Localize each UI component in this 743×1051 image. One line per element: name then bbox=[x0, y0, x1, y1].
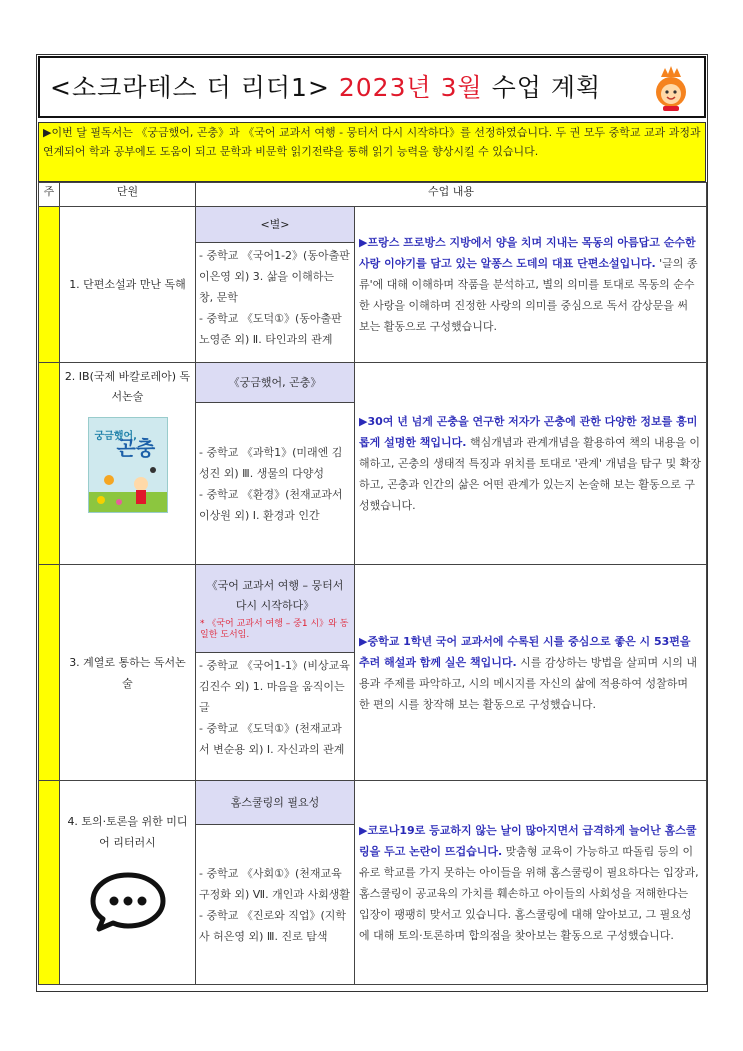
curriculum-cell bbox=[196, 653, 355, 781]
cover-big-title: 곤충 bbox=[116, 436, 156, 460]
content-body: 시를 감상하는 방법을 살피며 시의 내용과 주제를 파악하고, 시의 메시지를 자신의 삶에 적용하여 성찰하며 한 편의 시를 창작해 보는 활동으로 구성했습니다. bbox=[359, 655, 698, 711]
content-lead: ▶프랑스 프로방스 지방에서 양을 치며 지내는 목동의 아름답고 순수한 사랑 이야기를 담고 있는 알퐁스 도데의 대표 단편소설입니다. bbox=[359, 236, 696, 270]
curriculum-text: - 중학교 《사회①》(천재교육 구정화 외) Ⅶ. 개인과 사회생활 - 중학교 《진로와 직업》(지학사 허은영 외) Ⅲ. 진로 탐색 bbox=[199, 866, 350, 943]
table-row bbox=[39, 207, 707, 243]
curriculum-cell bbox=[196, 243, 355, 363]
content-body: 핵심개념과 관계개념을 활용하여 책의 내용을 이해하고, 곤충의 생태적 특징과 위치를 토대로 '관계' 개념을 탐구 및 확장하고, 곤충과 인간의 삶은 어떤 관계가 있는지 논술해 보는 활동으로 구성했습니다. bbox=[359, 436, 702, 512]
book-title-cell bbox=[196, 565, 355, 653]
content-cell bbox=[355, 363, 707, 565]
book-title: <별> bbox=[196, 207, 355, 243]
curriculum-text: - 중학교 《국어1-1》(비상교육 김진수 외) 1. 마음을 움직이는 글 - 중학교 《도덕①》(천재교과서 변순용 외) Ⅰ. 자신과의 관계 bbox=[199, 659, 350, 756]
content-lead: ▶중학교 1학년 국어 교과서에 수록된 시를 중심으로 좋은 시 53편을 추려 해설과 함께 실은 책입니다. bbox=[359, 634, 691, 669]
header-week: 주 bbox=[39, 183, 60, 207]
title-series: <소크라테스 더 리더1> bbox=[50, 73, 330, 102]
title-plan: 수업 계획 bbox=[491, 73, 602, 102]
unit-label: 2. IB(국제 바칼로레아) 독서논술 bbox=[64, 370, 191, 403]
page-title bbox=[50, 68, 601, 104]
content-cell bbox=[355, 565, 707, 781]
content-body: '글의 종류'에 대해 이해하며 작품을 분석하고, 별의 의미를 토대로 목동의 순수한 사랑을 이해하며 진정한 사랑의 의미를 중심으로 독서 감상문을 써 보는 활동으로 구성했습니다. bbox=[359, 257, 698, 333]
week-cell bbox=[39, 781, 60, 985]
week-cell bbox=[39, 207, 60, 363]
header-row bbox=[39, 183, 707, 207]
plan-table bbox=[38, 182, 707, 985]
chat-bubble-icon bbox=[89, 871, 167, 933]
content-lead: ▶30여 년 넘게 곤충을 연구한 저자가 곤충에 관한 다양한 정보를 흥미롭게 설명한 책입니다. bbox=[359, 415, 698, 449]
mascot-logo-icon bbox=[648, 64, 694, 112]
book-note: * 《국어 교과서 여행 – 중1 시》와 동일한 도서임. bbox=[200, 619, 349, 640]
curriculum-text: - 중학교 《국어1-2》(동아출판 이은영 외) 3. 삶을 이해하는 창, 문학 - 중학교 《도덕①》(동아출판 노영준 외) Ⅱ. 타인과의 관계 bbox=[199, 249, 350, 346]
header-unit: 단원 bbox=[60, 183, 196, 207]
content-cell bbox=[355, 207, 707, 363]
content-lead: ▶코로나19로 등교하지 않는 날이 많아지면서 급격하게 늘어난 홈스쿨링을 두고 논란이 뜨겁습니다. bbox=[359, 823, 697, 858]
book-title: 홈스쿨링의 필요성 bbox=[196, 781, 355, 825]
intro-text: ▶이번 달 필독서는 《궁금했어, 곤충》과 《국어 교과서 여행 - 뭉터서 다시 시작하다》를 선정하였습니다. 두 권 모두 중학교 교과 과정과 연계되어 학과 공부에도 도움이 되고 문학과 비문학 읽기전략을 통해 읽기 능력을 향상시킬 수 있습니다. bbox=[38, 122, 706, 182]
unit-cell: 1. 단편소설과 만난 독해 bbox=[60, 207, 196, 363]
week-cell bbox=[39, 565, 60, 781]
table-row bbox=[39, 781, 707, 825]
curriculum-cell bbox=[196, 403, 355, 565]
unit-label: 4. 토의·토론을 위한 미디어 리터러시 bbox=[67, 815, 188, 849]
cover-title: 궁금했어, bbox=[94, 431, 137, 442]
book-title: 《궁금했어, 곤충》 bbox=[196, 363, 355, 403]
curriculum-cell bbox=[196, 825, 355, 985]
title-box bbox=[38, 56, 706, 118]
table-row bbox=[39, 565, 707, 653]
curriculum-text: - 중학교 《과학1》(미래엔 김성진 외) Ⅲ. 생물의 다양성 - 중학교 《환경》(천재교과서 이상원 외) Ⅰ. 환경과 인간 bbox=[199, 445, 343, 522]
content-cell bbox=[355, 781, 707, 985]
table-row bbox=[39, 363, 707, 403]
content-body: 맞춤형 교육이 가능하고 따돌림 등의 이유로 학교를 가지 못하는 아이들을 위해 홈스쿨링이 필요하다는 입장과, 홈스쿨링이 공교육의 가치를 훼손하고 아이들의 사회성을 저해한다는 입장이 팽팽히 맞서고 있습니다. 홈스쿨링에 대해 알아보고, 그 필요성에 대해 토의·토론하며 합의점을 찾아보는 활동으로 구성했습니다. bbox=[359, 844, 699, 942]
week-cell bbox=[39, 363, 60, 565]
unit-cell bbox=[60, 781, 196, 985]
book-cover-image bbox=[88, 417, 168, 513]
header-content: 수업 내용 bbox=[196, 183, 707, 207]
book-title: 《국어 교과서 여행 – 뭉터서 다시 시작하다》 bbox=[206, 579, 344, 612]
title-date: 2023년 3월 bbox=[338, 73, 483, 102]
cover-illustration-icon bbox=[89, 462, 168, 513]
unit-cell: 3. 계열로 통하는 독서논술 bbox=[60, 565, 196, 781]
unit-cell bbox=[60, 363, 196, 565]
